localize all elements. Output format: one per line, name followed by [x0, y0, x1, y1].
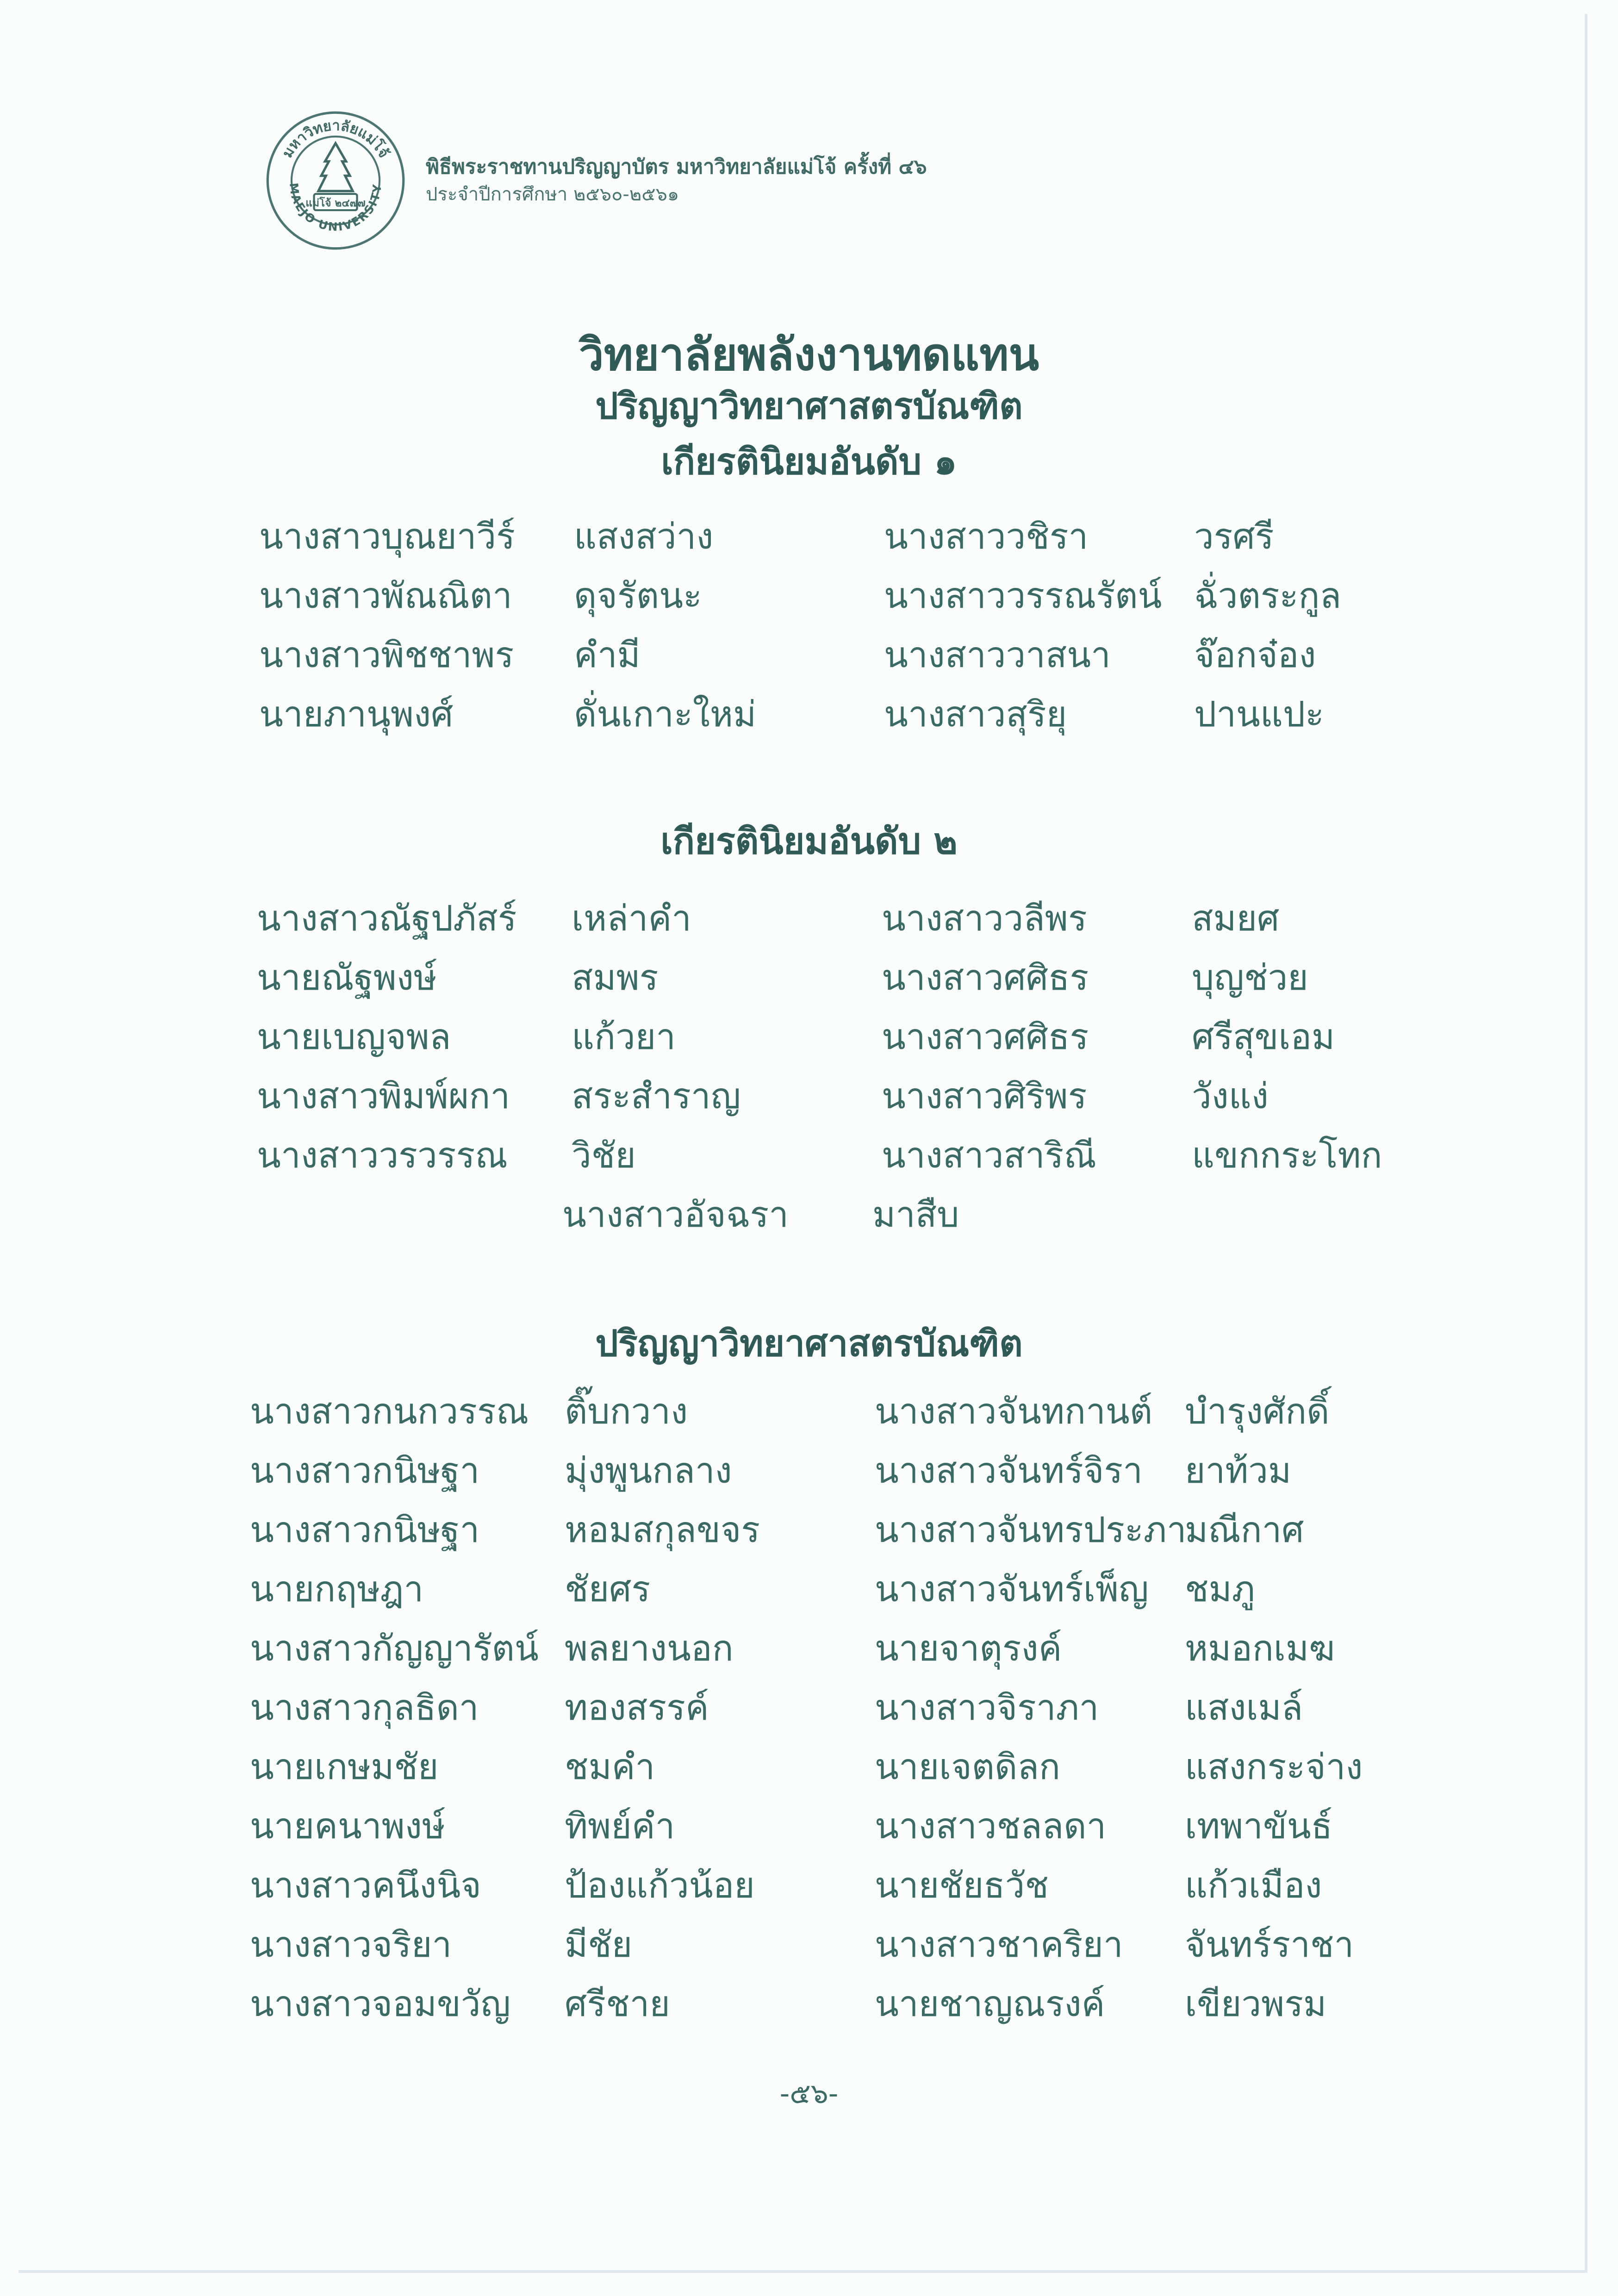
degree-heading: ปริญญาวิทยาศาสตรบัณฑิต	[595, 386, 1023, 427]
first-name: นางสาวสาริณี	[882, 1135, 1096, 1176]
first-name: นายภานุพงศ์	[259, 693, 454, 735]
second-class-honors-last-row	[562, 1185, 1182, 1244]
last-name: ศรีสุขเอม	[1192, 1016, 1335, 1057]
last-name: คำมี	[574, 634, 641, 675]
first-name: นายเบญจพล	[257, 1016, 451, 1057]
first-name: นางสาวพัณณิตา	[259, 575, 512, 616]
first-name: นายเกษมชัย	[250, 1746, 439, 1787]
first-name: นางสาวจอมขวัญ	[250, 1983, 511, 2024]
last-name: วิชัย	[572, 1135, 636, 1176]
last-name: ชัยศร	[565, 1568, 651, 1610]
last-name: ทิพย์คำ	[565, 1805, 675, 1847]
last-name: มีชัย	[565, 1924, 633, 1965]
last-name: บำรุงศักดิ์	[1185, 1391, 1330, 1432]
last-name: ดั่นเกาะใหม่	[574, 693, 757, 735]
last-name: ป้องแก้วน้อย	[565, 1865, 755, 1906]
last-name: ดุจรัตนะ	[574, 575, 702, 616]
first-name: นางสาวศศิธร	[882, 957, 1089, 998]
first-name: นางสาวจันทรประภา	[875, 1509, 1187, 1550]
last-name: เขียวพรม	[1185, 1983, 1327, 2024]
first-name: นางสาวชลลดา	[875, 1805, 1107, 1847]
first-name: นางสาวพิชชาพร	[259, 634, 514, 675]
bachelor-of-science-list	[250, 1382, 1462, 2034]
last-name: เทพาขันธ์	[1185, 1805, 1333, 1847]
page-number: -๕๖-	[779, 2078, 839, 2110]
first-name: นายจาตุรงค์	[875, 1628, 1062, 1669]
first-name: นายเจตดิลก	[875, 1746, 1060, 1787]
last-name: หมอกเมฆ	[1185, 1628, 1335, 1669]
last-name: มาสืบ	[872, 1194, 959, 1235]
first-class-honors-list	[259, 507, 1472, 744]
last-name: ฉั่วตระกูล	[1194, 575, 1342, 616]
first-name: นายกฤษฎา	[250, 1568, 423, 1610]
first-name: นางสาวสุริยุ	[884, 693, 1067, 735]
last-name: มุ่งพูนกลาง	[565, 1450, 732, 1491]
last-name: สมพร	[572, 957, 659, 998]
first-name: นางสาวกนกวรรณ	[250, 1391, 529, 1432]
last-name: ศรีชาย	[565, 1983, 670, 2024]
ceremony-title: พิธีพระราชทานปริญญาบัตร มหาวิทยาลัยแม่โจ้ ครั้งที่ ๔๖	[426, 155, 927, 179]
first-name: นางสาววาสนา	[884, 634, 1111, 675]
first-name: นางสาวจิราภา	[875, 1687, 1099, 1728]
first-class-honors-heading: เกียรตินิยมอันดับ ๑	[661, 441, 957, 483]
last-name: แก้วเมือง	[1185, 1865, 1322, 1906]
first-name: นางสาวชาคริยา	[875, 1924, 1123, 1965]
last-name: ยาท้วม	[1185, 1450, 1292, 1491]
svg-text:มหาวิทยาลัยแม่โจ้: มหาวิทยาลัยแม่โจ้	[279, 117, 392, 161]
last-name: ทองสรรค์	[565, 1687, 709, 1728]
last-name: ชมคำ	[565, 1746, 655, 1787]
last-name: ปานแปะ	[1194, 693, 1324, 735]
first-name: นางสาวณัฐปภัสร์	[257, 898, 517, 939]
last-name: มณีกาศ	[1185, 1509, 1304, 1550]
first-name: นางสาววลีพร	[882, 898, 1087, 939]
first-name: นางสาวกนิษฐา	[250, 1509, 480, 1550]
last-name: แสงกระจ่าง	[1185, 1746, 1363, 1787]
last-name: บุญช่วย	[1192, 957, 1308, 998]
first-name: นายชาญณรงค์	[875, 1983, 1105, 2024]
last-name: แสงสว่าง	[574, 516, 714, 557]
first-name: นางสาวกุลธิดา	[250, 1687, 479, 1728]
last-name: ชมภู	[1185, 1568, 1255, 1610]
last-name: ติ๊บกวาง	[565, 1391, 688, 1432]
university-seal-logo	[264, 109, 407, 252]
last-name: หอมสกุลขจร	[565, 1509, 760, 1550]
svg-text:MAEJO UNIVERSITY: MAEJO UNIVERSITY	[286, 182, 384, 234]
second-class-honors-list	[257, 889, 1469, 1185]
first-name: นางสาววรวรรณ	[257, 1135, 508, 1176]
last-name: เหล่าคำ	[572, 898, 691, 939]
last-name: แก้วยา	[572, 1016, 676, 1057]
first-name: นายณัฐพงษ์	[257, 957, 437, 998]
last-name: จ๊อกจ๋อง	[1194, 634, 1316, 675]
first-name: นายคนาพงษ์	[250, 1805, 445, 1847]
first-name: นางสาวจันทกานต์	[875, 1391, 1153, 1432]
document-header	[264, 106, 927, 255]
last-name: วรศรี	[1194, 516, 1274, 557]
last-name: แสงเมล์	[1185, 1687, 1303, 1728]
last-name: สมยศ	[1192, 898, 1280, 939]
college-heading: วิทยาลัยพลังงานทดแทน	[579, 329, 1039, 381]
first-name: นางสาวจันทร์จิรา	[875, 1450, 1143, 1491]
first-name: นางสาวอัจฉรา	[562, 1194, 789, 1235]
second-class-honors-heading: เกียรตินิยมอันดับ ๒	[660, 821, 958, 862]
first-name: นางสาวบุณยาวีร์	[259, 516, 515, 557]
svg-text:แม่โจ้ ๒๔๗๗: แม่โจ้ ๒๔๗๗	[305, 197, 366, 209]
first-name: นางสาวศศิธร	[882, 1016, 1089, 1057]
first-name: นางสาวพิมพ์ผกา	[257, 1075, 510, 1117]
first-name: นางสาววรรณรัตน์	[884, 575, 1162, 616]
first-name: นายชัยธวัช	[875, 1865, 1049, 1906]
last-name: พลยางนอก	[565, 1628, 734, 1669]
first-name: นางสาวกนิษฐา	[250, 1450, 480, 1491]
last-name: วังแง่	[1192, 1075, 1269, 1117]
first-name: นางสาวศิริพร	[882, 1075, 1087, 1117]
last-name: สระสำราญ	[572, 1075, 741, 1117]
first-name: นางสาวคนึงนิจ	[250, 1865, 481, 1906]
first-name: นางสาวกัญญารัตน์	[250, 1628, 539, 1669]
first-name: นางสาวจันทร์เพ็ญ	[875, 1568, 1149, 1610]
last-name: จันทร์ราชา	[1185, 1924, 1354, 1965]
bachelor-of-science-heading: ปริญญาวิทยาศาสตรบัณฑิต	[595, 1323, 1023, 1365]
first-name: นางสาววชิรา	[884, 516, 1089, 557]
first-name: นางสาวจริยา	[250, 1924, 452, 1965]
last-name: แขกกระโทก	[1192, 1135, 1382, 1176]
academic-year: ประจำปีการศึกษา ๒๕๖๐-๒๕๖๑	[426, 184, 679, 205]
